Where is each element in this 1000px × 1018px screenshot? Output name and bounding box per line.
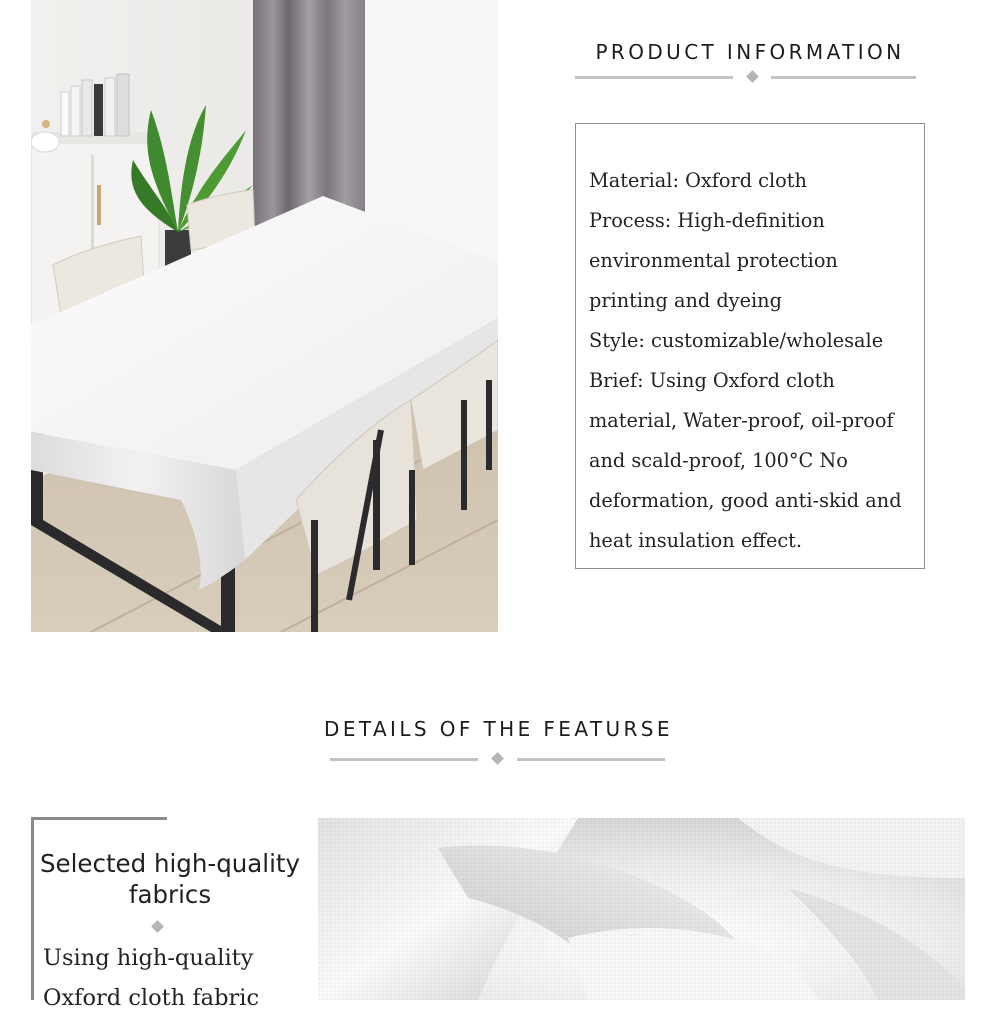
details-divider-right xyxy=(517,758,665,761)
diamond-ornament-icon xyxy=(491,752,504,765)
details-heading: DETAILS OF THE FEATURSE xyxy=(324,717,673,741)
diamond-ornament-icon xyxy=(151,920,164,933)
product-info-text xyxy=(589,161,921,561)
feature-description: Using high-quality Oxford cloth fabric xyxy=(43,945,260,1011)
fabric-closeup-photo xyxy=(318,818,965,1000)
feature-title: Selected high-quality fabrics xyxy=(39,849,301,909)
product-info-box xyxy=(575,123,925,569)
info-material: Material: Oxford cloth xyxy=(589,169,807,192)
heading-divider-left xyxy=(575,76,733,79)
feature-card-border-top xyxy=(31,817,167,820)
info-process: Process: High-definition environmental protection printing and dyeing xyxy=(589,209,838,312)
details-divider-left xyxy=(330,758,478,761)
info-brief: Brief: Using Oxford cloth material, Water-proof, oil-proof and scald-proof, 100°C No deformation, good anti-skid and heat insulation effect. xyxy=(589,369,902,552)
product-info-heading: PRODUCT INFORMATION xyxy=(595,40,905,64)
product-photo-dining-room xyxy=(31,0,498,632)
info-style: Style: customizable/wholesale xyxy=(589,329,884,352)
diamond-ornament-icon xyxy=(746,70,759,83)
heading-divider-right xyxy=(771,76,916,79)
